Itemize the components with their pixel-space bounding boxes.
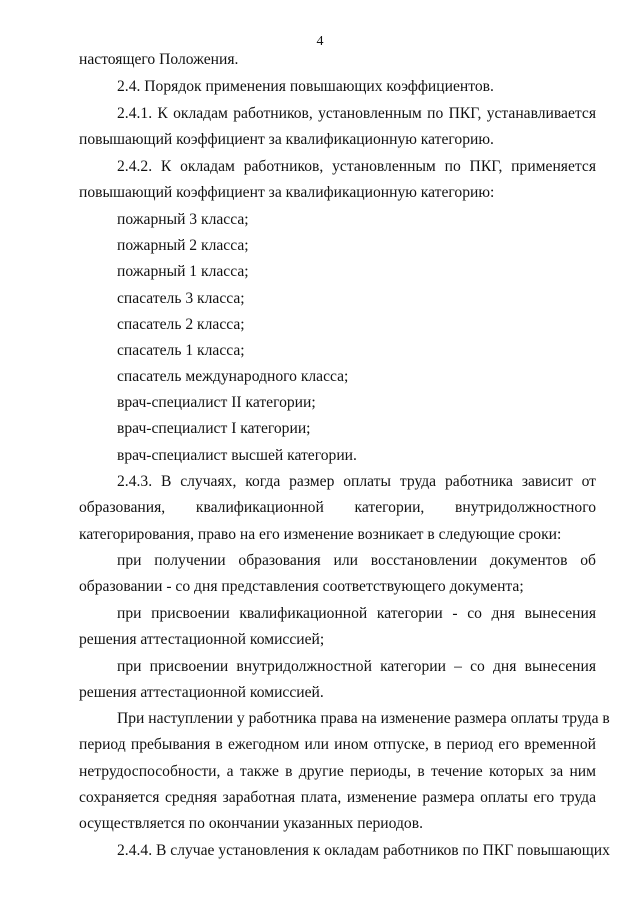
list-item: врач-специалист I категории; [117, 420, 311, 437]
text-line: нетрудоспособности, а также в другие периоды, в течение которых за ним [79, 763, 596, 780]
page-number: 4 [316, 34, 324, 49]
text-line: сохраняется средняя заработная плата, изменение размера оплаты его труда [79, 789, 596, 806]
text-line: образования, квалификационной категории, внутридолжностного [79, 499, 596, 516]
text-line: категорирования, право на его изменение возникает в следующие сроки: [79, 526, 562, 543]
list-item: спасатель 3 класса; [117, 290, 245, 307]
text-line: осуществляется по окончании указанных периодов. [79, 815, 423, 832]
list-item: врач-специалист II категории; [117, 394, 316, 411]
text-line: настоящего Положения. [79, 51, 239, 68]
text-line: 2.4.1. К окладам работников, установленным по ПКГ, устанавливается [117, 105, 596, 122]
list-item: пожарный 1 класса; [117, 263, 249, 280]
text-line: повышающий коэффициент за квалификационную категорию. [79, 131, 494, 148]
text-line: при присвоении квалификационной категории - со дня вынесения [117, 605, 596, 622]
list-item: спасатель 1 класса; [117, 342, 245, 359]
text-line: 2.4.4. В случае установления к окладам работников по ПКГ повышающих [117, 842, 610, 859]
list-item: спасатель 2 класса; [117, 316, 245, 333]
text-line: при присвоении внутридолжностной категории – со дня вынесения [117, 658, 596, 675]
text-line: период пребывания в ежегодном или ином отпуске, в период его временной [79, 736, 596, 753]
text-line: при получении образования или восстановлении документов об [117, 552, 596, 569]
text-line: решения аттестационной комиссией. [79, 684, 324, 701]
list-item: спасатель международного класса; [117, 368, 349, 385]
text-line: повышающий коэффициент за квалификационную категорию: [79, 184, 495, 201]
section-heading: 2.4. Порядок применения повышающих коэффициентов. [117, 78, 494, 95]
text-line: решения аттестационной комиссией; [79, 631, 325, 648]
list-item: пожарный 2 класса; [117, 237, 249, 254]
text-line: 2.4.3. В случаях, когда размер оплаты труда работника зависит от [117, 473, 596, 490]
text-line: 2.4.2. К окладам работников, установленным по ПКГ, применяется [117, 158, 596, 175]
text-line: При наступлении у работника права на изменение размера оплаты труда в [117, 710, 610, 727]
text-line: образовании - со дня представления соответствующего документа; [79, 578, 524, 595]
list-item: пожарный 3 класса; [117, 211, 249, 228]
list-item: врач-специалист высшей категории. [117, 447, 357, 464]
